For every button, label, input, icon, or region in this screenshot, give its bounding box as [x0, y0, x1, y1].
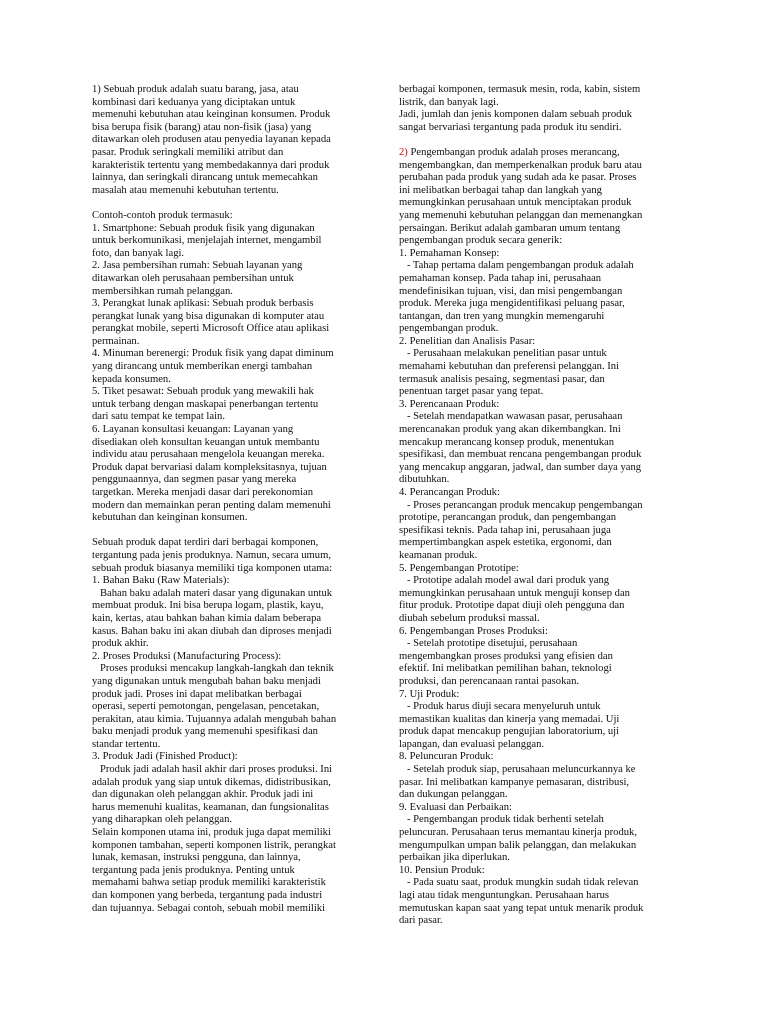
text-line: efektif. Ini melibatkan pemilihan bahan, teknologi: [399, 663, 612, 675]
text-line: - Prototipe adalah model awal dari produk yang: [399, 575, 610, 587]
text-line: produk dapat mencakup pengujian laboratorium, uji: [399, 726, 620, 738]
text-line: bisa berupa fisik (barang) atau non-fisik (jasa) yang: [92, 121, 312, 133]
text-line: membersihkan rumah pelanggan.: [92, 285, 233, 297]
text-line: individu atau perusahaan mengelola keuangan mereka.: [92, 449, 325, 461]
text-line: 5. Tiket pesawat: Sebuah produk yang mewakili hak: [92, 386, 314, 398]
text-line: modern dan memainkan peran penting dalam memenuhi: [92, 499, 331, 511]
text-line: mengembangkan proses produksi yang efisien dan: [399, 650, 613, 662]
text-line: Proses produksi mencakup langkah-langkah dan teknik: [92, 663, 334, 675]
text-line: perangkat mobile, seperti Microsoft Office atau aplikasi: [92, 323, 330, 335]
text-line: Produk jadi adalah hasil akhir dari proses produksi. Ini: [92, 764, 333, 776]
paragraph-gap: [92, 197, 385, 210]
text-line: 7. Uji Produk:: [399, 688, 460, 700]
text-line: memahami bahwa setiap produk memiliki karakteristik: [92, 877, 326, 889]
text-line: dan digunakan oleh pelanggan akhir. Produk jadi ini: [92, 789, 314, 801]
text-line: dari pasar.: [399, 915, 443, 927]
text-line: memahami kebutuhan dan preferensi pelanggan. Ini: [399, 361, 620, 373]
text-line: pengembangan produk.: [399, 323, 499, 335]
text-line: 2. Jasa pembersihan rumah: Sebuah layanan yang: [92, 260, 303, 272]
text-line: untuk berkomunikasi, menjelajah internet, mengambil: [92, 235, 322, 247]
text-line: - Tahap pertama dalam pengembangan produk adalah: [399, 260, 634, 272]
text-line: produk jadi. Proses ini dapat melibatkan berbagai: [92, 688, 302, 700]
text-line: sangat bervariasi tergantung pada produk itu sendiri.: [399, 121, 622, 133]
text-line: - Setelah prototipe disetujui, perusahaan: [399, 638, 578, 650]
text-line: pasar. Ini melibatkan kampanye pemasaran, distribusi,: [399, 776, 630, 788]
text-line: dibutuhkan.: [399, 474, 450, 486]
text-line: 1. Pemahaman Konsep:: [399, 247, 500, 259]
text-line: memutuskan kapan saat yang tepat untuk menarik produk: [399, 902, 644, 914]
text-line: yang memenuhi kebutuhan pelanggan dan memenangkan: [399, 209, 643, 221]
text-line: yang mencakup anggaran, jadwal, dan sumber daya yang: [399, 461, 642, 473]
text-line: karakteristik tertentu yang membedakannya dari produk: [92, 159, 330, 171]
text-line: - Pengembangan produk tidak berhenti setelah: [399, 814, 604, 826]
text-line: - Perusahaan melakukan penelitian pasar untuk: [399, 348, 607, 360]
text-line: memenuhi kebutuhan atau keinginan konsumen. Produk: [92, 109, 331, 121]
text-line: memungkinkan perusahaan untuk menciptakan produk: [399, 197, 632, 209]
text-line: berbagai komponen, termasuk mesin, roda, kabin, sistem: [399, 84, 641, 95]
text-line: 4. Perancangan Produk:: [399, 487, 500, 498]
text-line: Selain komponen utama ini, produk juga dapat memiliki: [92, 827, 331, 839]
text-line: Jadi, jumlah dan jenis komponen dalam sebuah produk: [399, 109, 633, 121]
text-line: pengembangan produk secara generik:: [399, 235, 563, 247]
text-line: - Proses perancangan produk mencakup pengembangan: [399, 499, 643, 511]
text-line: perubahan pada produk yang sudah ada ke pasar. Proses: [399, 172, 637, 184]
text-line: 1. Smartphone: Sebuah produk fisik yang digunakan: [92, 222, 315, 234]
text-line: 2. Proses Produksi (Manufacturing Process):: [92, 650, 282, 662]
text-line: listrik, dan banyak lagi.: [399, 96, 499, 108]
text-line: tergantung pada jenis produknya. Penting untuk: [92, 864, 295, 876]
text-line: produk akhir.: [92, 638, 149, 650]
text-line: memastikan kualitas dan kinerja yang memadai. Uji: [399, 713, 620, 725]
text-line: 5. Pengembangan Prototipe:: [399, 562, 519, 574]
text-line: 1. Bahan Baku (Raw Materials):: [92, 575, 230, 587]
text-line: perangkat lunak yang bisa digunakan di komputer atau: [92, 310, 325, 322]
text-line: 3. Perangkat lunak aplikasi: Sebuah produk berbasis: [92, 298, 314, 310]
text-line: pemahaman konsep. Pada tahap ini, perusahaan: [399, 272, 602, 284]
text-line: yang digunakan untuk mengubah bahan baku menjadi: [92, 675, 321, 687]
text-line: kain, kertas, atau bahkan bahan kimia dalam beberapa: [92, 612, 322, 624]
text-line: peluncuran. Perusahaan terus memantau kinerja produk,: [399, 827, 637, 839]
text-line: masalah atau memenuhi kebutuhan tertentu.: [92, 184, 279, 196]
text-line: diubah sebelum produksi massal.: [399, 612, 540, 624]
text-line: 6. Layanan konsultasi keuangan: Layanan yang: [92, 424, 294, 436]
text-line: untuk terbang dengan maskapai penerbangan tertentu: [92, 398, 319, 410]
text-line: memungkinkan perusahaan untuk menguji konsep dan: [399, 587, 630, 599]
text-line: 2) Pengembangan produk adalah proses merancang,: [399, 146, 620, 158]
text-line: keamanan produk.: [399, 549, 478, 561]
left-column: [92, 84, 385, 915]
text-line: 4. Minuman berenergi: Produk fisik yang dapat diminum: [92, 348, 334, 360]
text-line: targetkan. Mereka menjadi dasar dari perekonomian: [92, 487, 314, 498]
text-line: harus memenuhi kualitas, keamanan, dan fungsionalitas: [92, 801, 329, 813]
section-number-marker: 2): [399, 146, 408, 158]
text-line: dan dukungan pelanggan.: [399, 789, 508, 801]
text-line: produksi, dan perencanaan rantai pasokan.: [399, 675, 580, 687]
right-column: [399, 84, 689, 928]
text-line: persaingan. Berikut adalah gambaran umum tentang: [399, 222, 621, 234]
text-line: - Setelah produk siap, perusahaan meluncurkannya ke: [399, 764, 636, 776]
text-line: adalah produk yang siap untuk dikemas, didistribusikan,: [92, 776, 331, 788]
text-line: tantangan, dan tren yang mungkin memengaruhi: [399, 310, 605, 322]
text-line: 3. Produk Jadi (Finished Product):: [92, 751, 238, 763]
text-line: 1) Sebuah produk adalah suatu barang, jasa, atau: [92, 84, 299, 95]
text-line: sebuah produk biasanya memiliki tiga komponen utama:: [92, 562, 333, 574]
text-line: mencakup merancang konsep produk, menentukan: [399, 436, 615, 448]
text-line: dan komponen yang berbeda, tergantung pada industri: [92, 890, 323, 901]
text-line: baku menjadi produk yang memenuhi spesifikasi dan: [92, 726, 318, 738]
paragraph-gap: [92, 525, 385, 538]
text-line: fitur produk. Prototipe dapat diuji oleh pengguna dan: [399, 600, 625, 612]
text-line: 6. Pengembangan Proses Produksi:: [399, 625, 548, 637]
text-line: tergantung pada jenis produknya. Namun, secara umum,: [92, 549, 331, 561]
text-line: 9. Evaluasi dan Perbaikan:: [399, 801, 512, 813]
text-line: standar tertentu.: [92, 738, 161, 750]
text-line: pasar. Produk seringkali memiliki atribut dan: [92, 146, 284, 158]
text-line: Sebuah produk dapat terdiri dari berbagai komponen,: [92, 537, 319, 549]
text-line: dari satu tempat ke tempat lain.: [92, 411, 225, 423]
text-line: perakitan, atau kimia. Tujuannya adalah mengubah bahan: [92, 713, 337, 725]
text-line: Contoh-contoh produk termasuk:: [92, 209, 233, 221]
text-line: prototipe, perancangan produk, dan pengembangan: [399, 512, 617, 524]
text-line: mempertimbangkan aspek estetika, ergonomi, dan: [399, 537, 612, 549]
text-line: ditawarkan oleh perusahaan pembersihan untuk: [92, 272, 294, 284]
text-line: kebutuhan dan keinginan konsumen.: [92, 512, 248, 524]
text-line: foto, dan banyak lagi.: [92, 247, 185, 259]
text-line: mendefinisikan tujuan, visi, dan misi pengembangan: [399, 285, 623, 297]
text-line: lagi atau tidak menguntungkan. Perusahaan harus: [399, 890, 610, 901]
text-line: - Setelah mendapatkan wawasan pasar, perusahaan: [399, 411, 623, 423]
paragraph-gap: [399, 134, 689, 147]
text-line: 10. Pensiun Produk:: [399, 864, 485, 876]
text-line: merencanakan produk yang akan dikembangkan. Ini: [399, 424, 621, 436]
text-line: spesifikasi teknis. Pada tahap ini, perusahaan juga: [399, 524, 611, 536]
text-line: mengembangkan, dan memperkenalkan produk baru atau: [399, 159, 642, 171]
text-line: perbaikan jika diperlukan.: [399, 852, 510, 864]
text-line: lapangan, dan evaluasi pelanggan.: [399, 738, 545, 750]
text-line: operasi, seperti pemotongan, pengelasan, pencetakan,: [92, 701, 320, 713]
text-line: komponen tambahan, seperti komponen listrik, perangkat: [92, 839, 336, 851]
text-line: dan tujuannya. Sebagai contoh, sebuah mobil memiliki: [92, 902, 326, 914]
text-line: ini melibatkan berbagai tahap dan langkah yang: [399, 184, 602, 196]
text-line: lainnya, dan seringkali dirancang untuk memecahkan: [92, 172, 318, 184]
text-line: disediakan oleh konsultan keuangan untuk membantu: [92, 436, 320, 448]
text-line: kasus. Bahan baku ini akan diubah dan diproses menjadi: [92, 625, 332, 637]
text-line: - Produk harus diuji secara menyeluruh untuk: [399, 701, 601, 713]
text-line: ditawarkan oleh produsen atau penyedia layanan kepada: [92, 134, 331, 146]
text-line: yang diharapkan oleh pelanggan.: [92, 814, 233, 826]
text-line: produk. Mereka juga mengidentifikasi peluang pasar,: [399, 298, 625, 310]
text-line: Produk dapat bervariasi dalam kompleksitasnya, tujuan: [92, 461, 327, 473]
text-line: Bahan baku adalah materi dasar yang digunakan untuk: [92, 587, 333, 599]
text-line: penentuan target pasar yang tepat.: [399, 386, 544, 398]
text-line: 2. Penelitian dan Analisis Pasar:: [399, 335, 536, 347]
text-line: mengumpulkan umpan balik pelanggan, dan melakukan: [399, 839, 637, 851]
text-line: 3. Perencanaan Produk:: [399, 398, 500, 410]
text-line: spesifikasi, dan membuat rencana pengembangan produk: [399, 449, 642, 461]
text-line: permainan.: [92, 335, 140, 347]
text-line: kombinasi dari keduanya yang diciptakan untuk: [92, 96, 296, 108]
text-line: kepada konsumen.: [92, 373, 171, 385]
text-line: yang dirancang untuk memberikan energi tambahan: [92, 361, 313, 373]
text-line: - Pada suatu saat, produk mungkin sudah tidak relevan: [399, 877, 639, 889]
text-line: lunak, kemasan, instruksi pengguna, dan lainnya,: [92, 852, 301, 864]
text-line: termasuk analisis pesaing, segmentasi pasar, dan: [399, 373, 605, 385]
text-line: 8. Peluncuran Produk:: [399, 751, 494, 763]
text-line: membuat produk. Ini bisa berupa logam, plastik, kayu,: [92, 600, 324, 612]
text-line: penggunaannya, dan segmen pasar yang mereka: [92, 474, 297, 486]
